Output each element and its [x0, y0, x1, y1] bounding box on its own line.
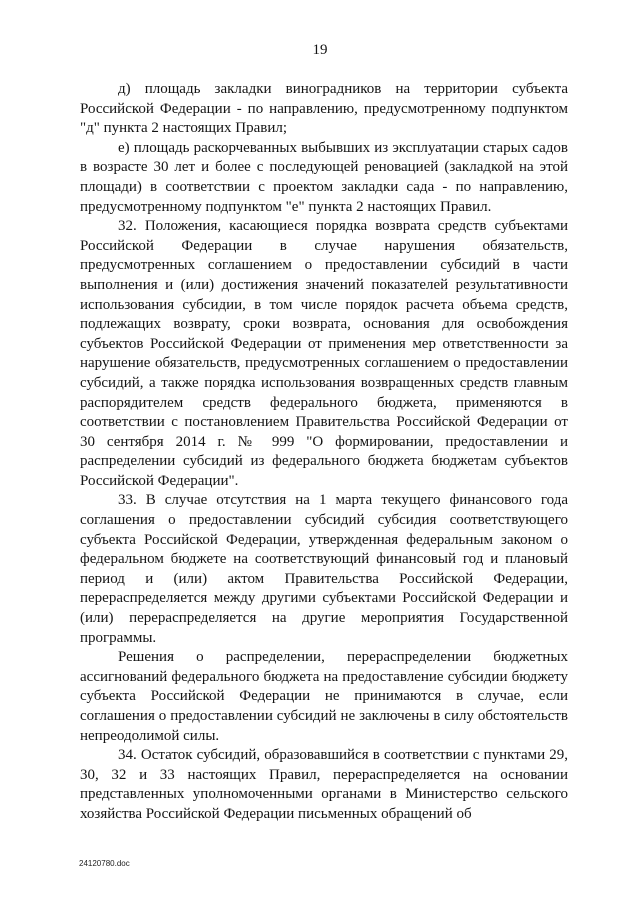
paragraph-item-d: д) площадь закладки виноградников на территории субъекта Российской Федерации - по направлению, предусмотренному подпунктом "д" пункта 2 настоящих Правил; [80, 81, 568, 137]
paragraph-item-e: е) площадь раскорчеванных выбывших из эксплуатации старых садов в возрасте 30 лет и более с последующей реновацией (закладкой на этой площади) в соответствии с проектом закладки сада - по направлению, предусмотренному подпунктом "е" пункта 2 настоящих Правил. [80, 139, 568, 215]
paragraph-clause-34: 34. Остаток субсидий, образовавшийся в соответствии с пунктами 29, 30, 32 и 33 настоящих Правил, перераспределяется на основании представленных уполномоченными органами в Министерство сельского хозяйства Российской Федерации письменных обращений об [80, 747, 568, 822]
paragraph-decisions: Решения о распределении, перераспределении бюджетных ассигнований федерального бюджета на предоставление субсидии бюджету субъекта Российской Федерации не принимаются в случае, если соглашения о предоставлении субсидий не заключены в силу обстоятельств непреодолимой силы. [80, 649, 568, 744]
page-number: 19 [312, 42, 328, 58]
footer-filename: 24120780.doc [79, 859, 130, 868]
document-body [80, 80, 568, 825]
paragraph-clause-33: 33. В случае отсутствия на 1 марта текущего финансового года соглашения о предоставлении субсидий субсидия соответствующего субъекта Российской Федерации, утвержденная федеральным законом о федеральном бюджете на соответствующий финансовый год и плановый период и (или) актом Правительства Российской Федерации, перераспределяется между другими субъектами Российской Федерации и (или) перераспределяется на другие мероприятия Государственной программы. [80, 492, 568, 646]
paragraph-clause-32: 32. Положения, касающиеся порядка возврата средств субъектами Российской Федерации в случае нарушения обязательств, предусмотренных соглашением о предоставлении субсидий в части выполнения и (или) достижения значений показателей результативности использования субсидии, в том числе порядок расчета объема средств, подлежащих возврату, сроки возврата, основания для освобождения субъектов Российской Федерации от применения мер ответственности за нарушение обязательств, предусмотренных соглашением о предоставлении субсидий, а также порядка использования возвращенных средств главным распорядителем средств федерального бюджета, применяются в соответствии с постановлением Правительства Российской Федерации от 30 сентября 2014 г. № 999 "О формировании, предоставлении и распределении субсидий из федерального бюджета бюджетам субъектов Российской Федерации". [80, 218, 568, 489]
